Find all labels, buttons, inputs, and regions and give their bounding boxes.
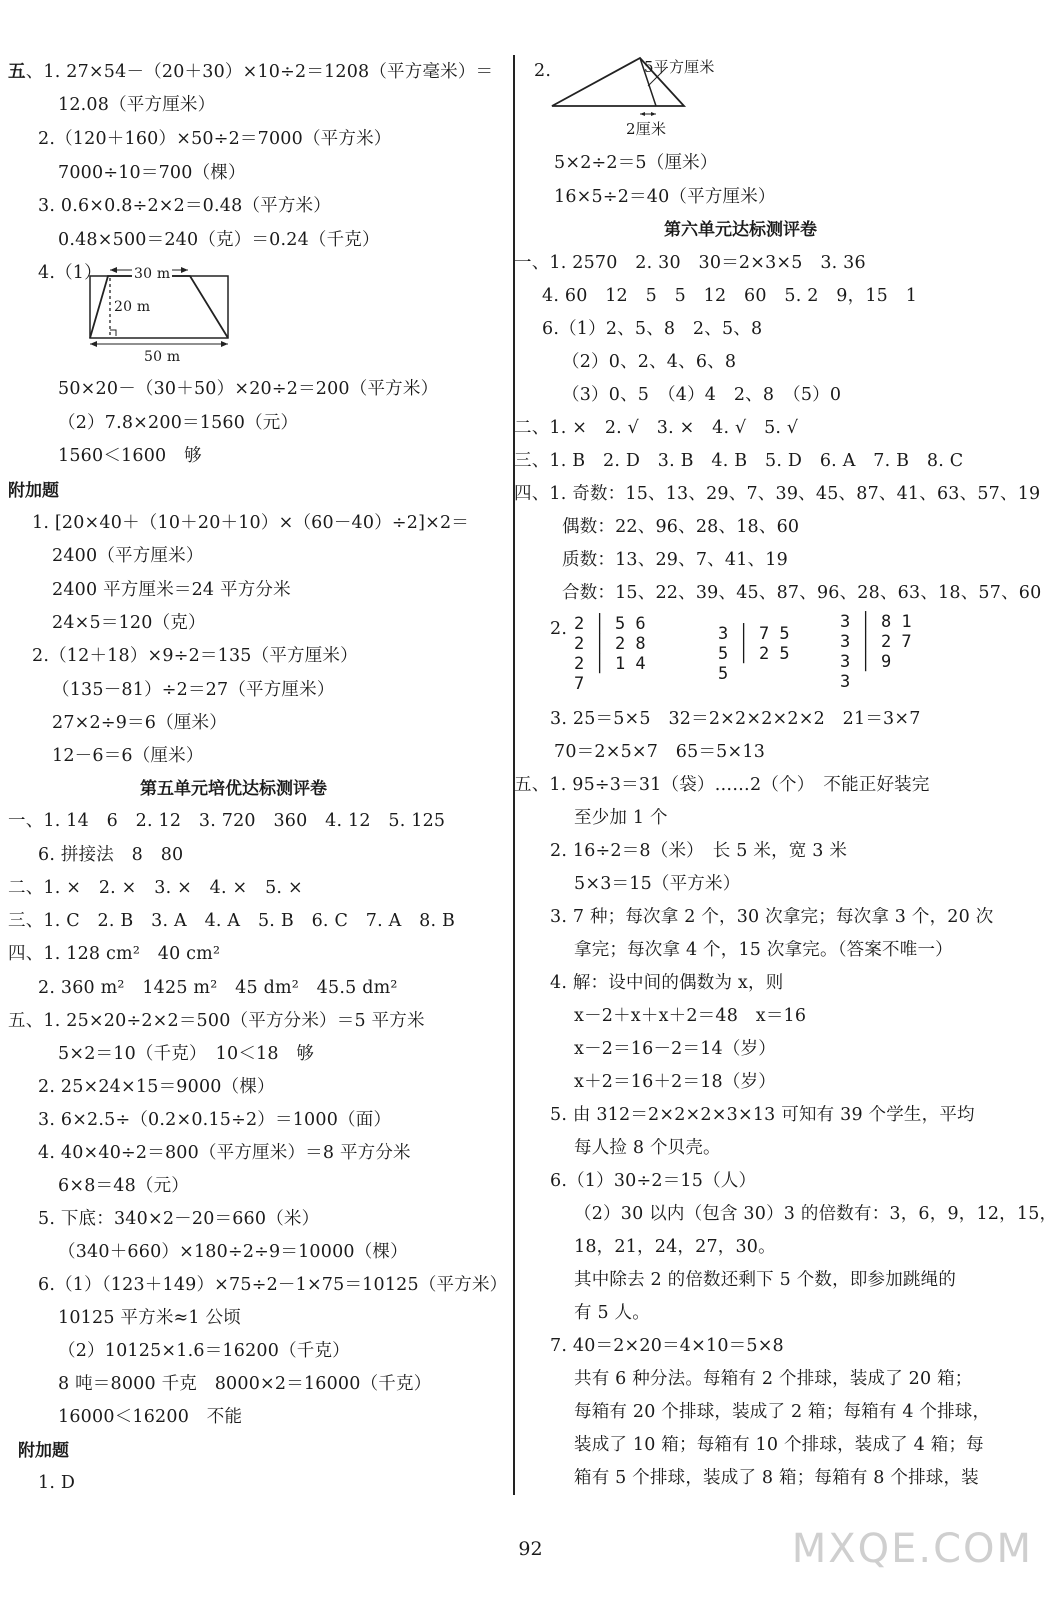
answer-line: 三、1. C 2. B 3. A 4. A 5. B 6. C 7. A 8. B — [8, 911, 456, 931]
answer-line: 四、1. 128 cm² 40 cm² — [8, 944, 221, 964]
answer-line: 1. [20×40＋（10＋20＋10）×（60－40）÷2]×2＝ — [32, 513, 470, 533]
answer-line: 6.（1）2、5、8 2、5、8 — [542, 319, 763, 339]
answer-line: x－2＋x＋x＋2＝48 x＝16 — [574, 1006, 807, 1026]
answer-line: 5×2＝10（千克） 10＜18 够 — [58, 1044, 315, 1064]
division-row: 3 │ 2 7 — [840, 632, 912, 652]
answer-line: 27×2÷9＝6（厘米） — [52, 713, 227, 733]
division-row: 2 │ 1 4 — [574, 654, 646, 674]
answer-line: （3）0、5 （4）4 2、8 （5）0 — [562, 385, 842, 405]
answer-line: 2.（120＋160）×50÷2＝7000（平方米） — [38, 129, 392, 149]
section-heading: 附加题 — [18, 1441, 69, 1461]
answer-line: 五、1. 25×20÷2×2＝500（平方分米）＝5 平方米 — [8, 1011, 425, 1031]
answer-line: 6. 拼接法 8 80 — [38, 845, 184, 865]
answer-line: 三、1. B 2. D 3. B 4. B 5. D 6. A 7. B 8. C — [514, 451, 964, 471]
answer-line: 其中除去 2 的倍数还剩下 5 个数，即参加跳绳的 — [574, 1270, 957, 1290]
answer-line: 2. 16÷2＝8（米） 长 5 米，宽 3 米 — [550, 841, 848, 861]
answer-line: （2）10125×1.6＝16200（千克） — [58, 1341, 350, 1361]
answer-line: （135－81）÷2＝27（平方厘米） — [52, 680, 335, 700]
short-division-56 — [574, 614, 646, 694]
answer-line: x－2＝16－2＝14（岁） — [574, 1039, 776, 1059]
division-row: 7 — [574, 674, 585, 694]
answer-line: （2）7.8×200＝1560（元） — [58, 413, 299, 433]
trap-top-label: 30 m — [132, 263, 172, 285]
answer-line: 4. 60 12 5 5 12 60 5. 2 9，15 1 — [542, 286, 918, 306]
answer-line: 二、1. × 2. √ 3. × 4. √ 5. √ — [514, 418, 799, 438]
unit-title: 第五单元培优达标测评卷 — [140, 779, 327, 799]
answer-line: 4. 40×40÷2＝800（平方厘米）＝8 平方分米 — [38, 1143, 411, 1163]
answer-line: 0.48×500＝240（克）＝0.24（千克） — [58, 230, 380, 250]
answer-line: 5. 下底：340×2－20＝660（米） — [38, 1209, 320, 1229]
answer-line: 8 吨＝8000 千克 8000×2＝16000（千克） — [58, 1374, 432, 1394]
answer-line: （2）30 以内（包含 30）3 的倍数有：3，6，9，12，15， — [574, 1204, 1058, 1224]
answer-line: 一、1. 14 6 2. 12 3. 720 360 4. 12 5. 125 — [8, 811, 446, 831]
answer-line: 五、1. 95÷3＝31（袋）……2（个） 不能正好装完 — [514, 775, 930, 795]
division-row: 3 — [840, 672, 851, 692]
answer-line: 24×5＝120（克） — [52, 613, 206, 633]
answer-line: x＋2＝16＋2＝18（岁） — [574, 1072, 776, 1092]
unit-title: 第六单元达标测评卷 — [664, 220, 817, 240]
division-row: 2 │ 2 8 — [574, 634, 646, 654]
short-division-75 — [718, 624, 790, 684]
answer-line: 18，21，24，27，30。 — [574, 1237, 776, 1257]
answer-line: 箱有 5 个排球，装成了 8 箱；每箱有 8 个排球，装 — [574, 1468, 979, 1488]
answer-line: 5×2÷2＝5（厘米） — [554, 153, 718, 173]
answer-line: 装成了 10 箱；每箱有 10 个排球，装成了 4 箱；每 — [574, 1435, 984, 1455]
answer-line: 偶数：22、96、28、18、60 — [562, 517, 800, 537]
answer-line: 16×5÷2＝40（平方厘米） — [554, 187, 776, 207]
answer-line: 6×8＝48（元） — [58, 1176, 189, 1196]
division-row: 5 │ 2 5 — [718, 644, 790, 664]
answer-line: 6.（1）（123＋149）×75÷2－1×75＝10125（平方米） — [38, 1275, 508, 1295]
division-row: 3 │ 9 — [840, 652, 892, 672]
answer-line: 3. 25＝5×5 32＝2×2×2×2×2 21＝3×7 — [550, 709, 921, 729]
answer-line: 有 5 人。 — [574, 1303, 650, 1323]
answer-line: 合数：15、22、39、45、87、96、28、63、18、57、60 — [562, 583, 1042, 603]
answer-line: 3. 0.6×0.8÷2×2＝0.48（平方米） — [38, 196, 331, 216]
page-number: 92 — [518, 1538, 543, 1560]
answer-line: 拿完；每次拿 4 个，15 次拿完。（答案不唯一） — [574, 940, 953, 960]
section-heading: 附加题 — [8, 481, 59, 501]
answer-line: 16000＜16200 不能 — [58, 1407, 243, 1427]
answer-line: 一、1. 2570 2. 30 30＝2×3×5 3. 36 — [514, 253, 866, 273]
answer-line: 7. 40＝2×20＝4×10＝5×8 — [550, 1336, 784, 1356]
answer-line: 2. 25×24×15＝9000（棵） — [38, 1077, 275, 1097]
answer-line: 至少加 1 个 — [574, 808, 668, 828]
answer-line: （340＋660）×180÷2÷9＝10000（棵） — [58, 1242, 408, 1262]
answer-line: 12.08（平方厘米） — [58, 95, 216, 115]
division-row: 5 — [718, 664, 729, 684]
answer-line: 五、1. 27×54－（20＋30）×10÷2＝1208（平方毫米）＝ — [8, 62, 494, 82]
answer-line: 12－6＝6（厘米） — [52, 746, 204, 766]
division-row: 2 │ 5 6 — [574, 614, 646, 634]
answer-line: 二、1. × 2. × 3. × 4. × 5. × — [8, 878, 303, 898]
answer-line: 2400（平方厘米） — [52, 546, 204, 566]
answer-line: 共有 6 种分法。每箱有 2 个排球，装成了 20 箱； — [574, 1369, 973, 1389]
answer-line: 四、1. 奇数：15、13、29、7、39、45、87、41、63、57、19 — [514, 484, 1041, 504]
division-row: 3 │ 8 1 — [840, 612, 912, 632]
division-row: 3 │ 7 5 — [718, 624, 790, 644]
trap-height-label: 20 m — [114, 299, 151, 315]
short-division-81 — [840, 612, 912, 692]
answer-line: 5×3＝15（平方米） — [574, 874, 741, 894]
answer-line: 3. 6×2.5÷（0.2×0.15÷2）＝1000（面） — [38, 1110, 392, 1130]
answer-line: 2400 平方厘米＝24 平方分米 — [52, 580, 291, 600]
answer-line: 1. D — [38, 1473, 76, 1493]
answer-line: 10125 平方米≈1 公顷 — [58, 1308, 241, 1328]
answer-line: 7000÷10＝700（棵） — [58, 163, 246, 183]
answer-line: 5. 由 312＝2×2×2×3×13 可知有 39 个学生，平均 — [550, 1105, 975, 1125]
answer-line: 2. 360 m² 1425 m² 45 dm² 45.5 dm² — [38, 978, 398, 998]
trap-bottom-label: 50 m — [144, 349, 181, 365]
answer-line: 70＝2×5×7 65＝5×13 — [554, 742, 766, 762]
triangle-base-label: 2厘米 — [626, 120, 667, 138]
answer-line: 50×20－（30＋50）×20÷2＝200（平方米） — [58, 379, 439, 399]
answer-line: 2. — [534, 61, 552, 81]
answer-line: 6.（1）30÷2＝15（人） — [550, 1171, 757, 1191]
answer-line: 1560＜1600 够 — [58, 446, 202, 466]
answer-line: 3. 7 种；每次拿 2 个，30 次拿完；每次拿 3 个，20 次 — [550, 907, 994, 927]
watermark: MXQE.COM — [791, 1526, 1033, 1572]
answer-line: 4.（1） — [38, 263, 102, 283]
answer-line: （2）0、2、4、6、8 — [562, 352, 737, 372]
answer-line: 4. 解：设中间的偶数为 x，则 — [550, 973, 784, 993]
answer-line: 2. — [550, 619, 568, 639]
answer-line: 2.（12＋18）×9÷2＝135（平方厘米） — [32, 646, 358, 666]
answer-line: 每人捡 8 个贝壳。 — [574, 1138, 721, 1158]
answer-line: 每箱有 20 个排球，装成了 2 箱；每箱有 4 个排球， — [574, 1402, 991, 1422]
triangle-area-label: 5平方厘米 — [644, 58, 715, 76]
answer-line: 质数：13、29、7、41、19 — [562, 550, 788, 570]
